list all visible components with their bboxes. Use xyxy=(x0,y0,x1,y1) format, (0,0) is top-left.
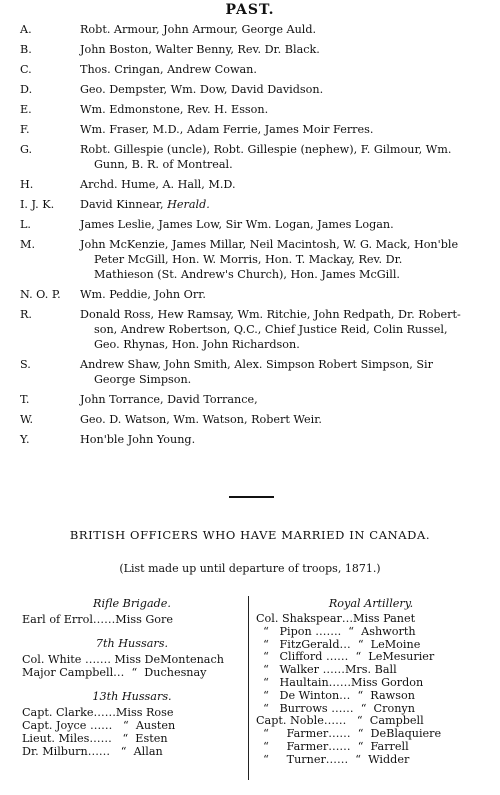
entry-letter: R. xyxy=(20,308,32,321)
entry-row xyxy=(20,287,488,302)
entry-letter: T. xyxy=(20,393,30,406)
entry-row xyxy=(20,412,488,427)
entry-names xyxy=(80,357,488,387)
officer-row: “ Farmer…… “ DeBlaquiere xyxy=(256,727,442,741)
entry-letter: E. xyxy=(20,103,32,116)
entry-row xyxy=(20,82,488,97)
officer-row: “ FitzGerald… “ LeMoine xyxy=(256,637,421,651)
entry-line: Robt. Gillespie (uncle), Robt. Gillespie (nephew), F. Gilmour, Wm. xyxy=(80,143,452,156)
entry-row xyxy=(20,142,488,172)
entry-row xyxy=(20,42,488,57)
officer-row: Lieut. Miles…… “ Esten xyxy=(22,732,168,745)
officer-row: “ Pipon ……. “ Ashworth xyxy=(256,624,416,638)
officer-row: Capt. Noble…… “ Campbell xyxy=(256,714,424,728)
entry-letter: Y. xyxy=(20,433,30,446)
column-divider xyxy=(248,596,249,780)
entry-line: John Torrance, David Torrance, xyxy=(80,393,258,406)
entry-letter: B. xyxy=(20,43,32,56)
entry-letter: F. xyxy=(20,123,30,136)
entry-line: Peter McGill, Hon. W. Morris, Hon. T. Mackay, Rev. Dr. xyxy=(94,253,403,266)
entry-row xyxy=(20,102,488,117)
officers-section-title: BRITISH OFFICERS WHO HAVE MARRIED IN CANADA. xyxy=(69,528,431,542)
entry-row xyxy=(20,62,488,77)
entry-letter: C. xyxy=(20,63,32,76)
entry-names xyxy=(80,307,488,352)
regiment-title: Royal Artillery. xyxy=(328,597,414,610)
entry-row xyxy=(20,357,488,387)
entry-names xyxy=(80,177,488,192)
entry-row xyxy=(20,307,488,352)
officer-row: Col. Shakspear…Miss Panet xyxy=(256,612,416,625)
officers-right-column xyxy=(256,596,486,767)
officer-list xyxy=(22,706,242,758)
entry-line: James Leslie, James Low, Sir Wm. Logan, James Logan. xyxy=(80,218,394,231)
officer-row: Capt. Joyce …… “ Austen xyxy=(22,719,176,732)
entry-names xyxy=(80,287,488,302)
entry-letter: L. xyxy=(20,218,31,231)
regiment-title: 7th Hussars. xyxy=(95,637,169,650)
officer-row: Capt. Clarke……Miss Rose xyxy=(22,706,174,719)
entry-row xyxy=(20,197,488,212)
entry-line: Geo. D. Watson, Wm. Watson, Robert Weir. xyxy=(80,413,322,426)
entry-letter: M. xyxy=(20,238,36,251)
entry-line: Wm. Edmonstone, Rev. H. Esson. xyxy=(80,103,269,116)
entry-row xyxy=(20,392,488,407)
entry-line: George Simpson. xyxy=(94,373,192,386)
entry-line: David Kinnear, Herald. xyxy=(80,198,210,211)
entry-row xyxy=(20,217,488,232)
officer-list xyxy=(22,653,242,679)
entry-letter: N. O. P. xyxy=(20,288,61,301)
entry-line: Thos. Cringan, Andrew Cowan. xyxy=(80,63,257,76)
entry-line: Andrew Shaw, John Smith, Alex. Simpson Robert Simpson, Sir xyxy=(80,358,433,371)
entry-row xyxy=(20,22,488,37)
entry-letter: I. J. K. xyxy=(20,198,55,211)
officer-row: “ De Winton… “ Rawson xyxy=(256,688,415,702)
entry-line: John McKenzie, James Millar, Neil Macintosh, W. G. Mack, Hon'ble xyxy=(80,238,459,251)
officer-row: “ Burrows …… “ Cronyn xyxy=(256,701,415,715)
entry-line: son, Andrew Robertson, Q.C., Chief Justice Reid, Colin Russel, xyxy=(94,323,448,336)
entry-line: Donald Ross, Hew Ramsay, Wm. Ritchie, John Redpath, Dr. Robert- xyxy=(80,308,461,321)
officer-row: “ Clifford …… “ LeMesurier xyxy=(256,650,435,664)
officer-row: “ Turner…… “ Widder xyxy=(256,752,410,766)
entry-line: Hon'ble John Young. xyxy=(80,433,196,446)
entry-row xyxy=(20,237,488,282)
officer-row: “ Haultain……Miss Gordon xyxy=(256,675,424,689)
entry-line: Mathieson (St. Andrew's Church), Hon. James McGill. xyxy=(94,268,400,281)
entry-names xyxy=(80,237,488,282)
regiment-title: Rifle Brigade. xyxy=(93,597,171,610)
officers-section-subtitle: (List made up until departure of troops, 1871.) xyxy=(119,562,381,575)
entry-letter: A. xyxy=(20,23,32,36)
entry-names xyxy=(80,432,488,447)
officer-row: Dr. Milburn…… “ Allan xyxy=(22,745,163,758)
entry-line: Robt. Armour, John Armour, George Auld. xyxy=(80,23,317,36)
entry-line: Geo. Rhynas, Hon. John Richardson. xyxy=(94,338,300,351)
officer-row: Major Campbell… “ Duchesnay xyxy=(22,666,207,679)
entry-letter: H. xyxy=(20,178,34,191)
entry-line: Gunn, B. R. of Montreal. xyxy=(94,158,233,171)
entry-names xyxy=(80,122,488,137)
entry-row xyxy=(20,432,488,447)
past-entries-list xyxy=(20,22,488,452)
entry-names xyxy=(80,392,488,407)
entry-names xyxy=(80,142,488,172)
entry-row xyxy=(20,122,488,137)
entry-line: John Boston, Walter Benny, Rev. Dr. Black. xyxy=(80,43,320,56)
entry-line: Wm. Peddie, John Orr. xyxy=(80,288,206,301)
entry-letter: W. xyxy=(20,413,34,426)
entry-letter: D. xyxy=(20,83,33,96)
entry-line: Wm. Fraser, M.D., Adam Ferrie, James Moir Ferres. xyxy=(80,123,374,136)
entry-names xyxy=(80,22,488,37)
entry-names xyxy=(80,197,488,212)
officer-row: Col. White ……. Miss DeMontenach xyxy=(22,653,224,666)
entry-names xyxy=(80,412,488,427)
entry-names xyxy=(80,82,488,97)
entry-letter: G. xyxy=(20,143,33,156)
regiment-title: 13th Hussars. xyxy=(92,690,172,703)
entry-names xyxy=(80,62,488,77)
officer-row: “ Walker ……Mrs. Ball xyxy=(256,663,397,677)
entry-italic: Herald. xyxy=(167,198,210,211)
entry-names xyxy=(80,42,488,57)
officer-list xyxy=(22,613,242,626)
officer-row: Earl of Errol……Miss Gore xyxy=(22,613,174,626)
entry-names xyxy=(80,217,488,232)
entry-line: Archd. Hume, A. Hall, M.D. xyxy=(80,178,236,191)
section-divider-rule xyxy=(229,496,274,498)
entry-letter: S. xyxy=(20,358,31,371)
entry-names xyxy=(80,102,488,117)
officers-left-column xyxy=(22,596,242,768)
section-heading-past: PAST. xyxy=(225,2,275,18)
officer-row: “ Farmer…… “ Farrell xyxy=(256,739,409,753)
entry-row xyxy=(20,177,488,192)
entry-line: Geo. Dempster, Wm. Dow, David Davidson. xyxy=(80,83,324,96)
